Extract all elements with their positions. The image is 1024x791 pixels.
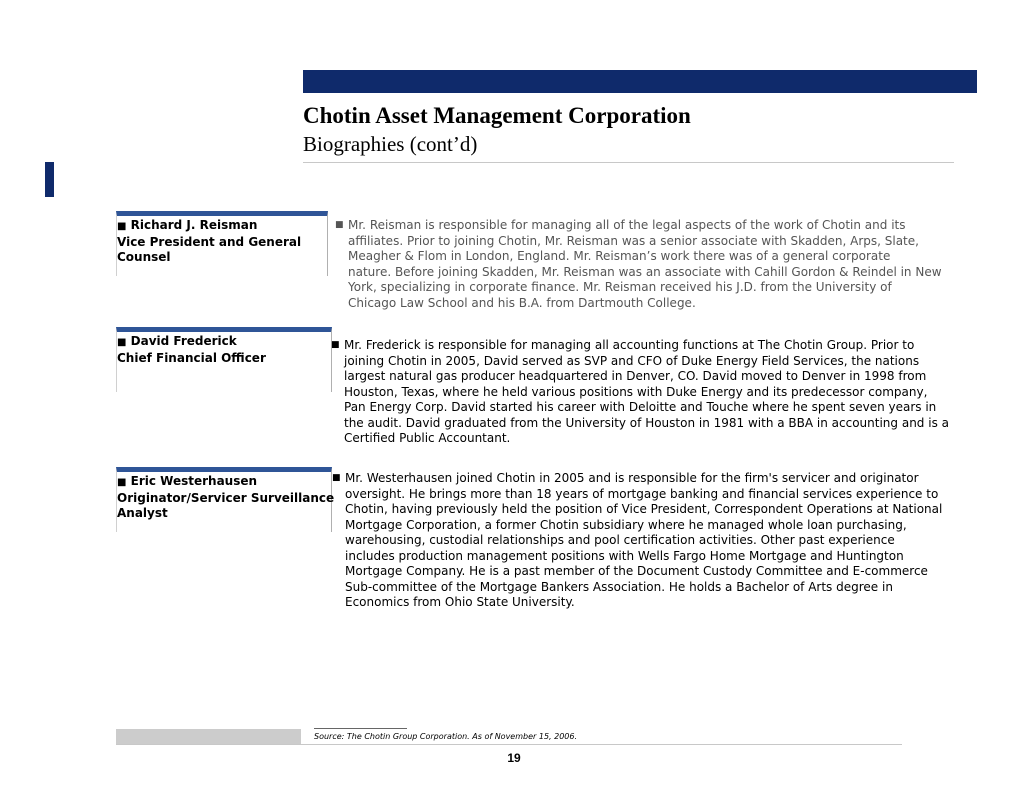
bullet-icon: ■ [335, 220, 344, 230]
bio-line: Mr. Frederick is responsible for managing all accounting functions at The Chotin Group. Prior to [344, 338, 915, 352]
bio-line: Mr. Westerhausen joined Chotin in 2005 and is responsible for the firm's servicer and originator [345, 471, 919, 485]
title-divider [303, 162, 954, 163]
footnote-rule [314, 728, 407, 729]
bio-line: joining Chotin in 2005, David served as SVP and CFO of Duke Energy Field Services, the nations [344, 353, 920, 368]
bio-line: the audit. David graduated from the University of Houston in 1981 with a BBA in accounting and is a [344, 415, 949, 430]
page-subtitle: Biographies (cont’d) [303, 132, 478, 156]
person-name: David Frederick [130, 334, 237, 348]
bio-line: nature. Before joining Skadden, Mr. Reisman was an associate with Cahill Gordon & Reindel in New [348, 264, 942, 279]
person-title: Chief Financial Officer [117, 350, 266, 365]
bio-line: Chicago Law School and his B.A. from Dartmouth College. [348, 295, 696, 310]
bio-line: warehousing, custodial relationships and pool certification activities. Other past experience [345, 533, 895, 547]
name-box-reisman [116, 211, 328, 276]
person-title: Counsel [117, 250, 171, 264]
bullet-icon: ■ [117, 337, 127, 348]
header-bar [303, 70, 977, 93]
person-title: Originator/Servicer Surveillance [117, 490, 335, 505]
person-name: Eric Westerhausen [130, 474, 258, 488]
bullet-icon: ■ [331, 340, 340, 350]
footer-divider [116, 744, 902, 745]
bio-line: Certified Public Accountant. [344, 431, 511, 445]
bio-line: Mr. Reisman is responsible for managing all of the legal aspects of the work of Chotin and its [348, 218, 906, 232]
bio-line: York, specializing in corporate finance. Mr. Reisman received his J.D. from the University of [348, 280, 892, 294]
page-number: 19 [507, 751, 521, 765]
bio-line: includes production management positions with Wells Fargo Home Mortgage and Huntington [345, 548, 904, 563]
bio-line: oversight. He brings more than 18 years of mortgage banking and financial services experience to [345, 486, 939, 501]
bio-line: affiliates. Prior to joining Chotin, Mr. Reisman was a senior associate with Skadden, Arps, Slate, [348, 233, 919, 248]
page-title: Chotin Asset Management Corporation [303, 103, 691, 128]
bio-line: Economics from Ohio State University. [345, 595, 575, 609]
bio-line: Mortgage Corporation, a former Chotin subsidiary where he managed whole loan purchasing, [345, 517, 907, 532]
name-box-westerhausen [116, 467, 335, 532]
footer-grey-bar [116, 729, 301, 744]
person-name: Richard J. Reisman [130, 218, 258, 232]
bullet-icon: ■ [117, 477, 127, 488]
bio-line: largest natural gas producer headquartered in Denver, CO. David moved to Denver in 1998 from [344, 369, 927, 383]
source-note: Source: The Chotin Group Corporation. As of November 15, 2006. [314, 732, 578, 741]
bio-frederick [331, 338, 949, 447]
person-title: Analyst [117, 506, 168, 520]
bullet-icon: ■ [117, 221, 127, 232]
person-title: Vice President and General [117, 234, 302, 249]
bio-line: Sub-committee of the Mortgage Bankers Association. He holds a Bachelor of Arts degree in [345, 579, 893, 594]
bio-line: Meagher & Flom in London, England. Mr. Reisman’s work there was of a general corporate [348, 249, 891, 263]
left-tab-marker [45, 162, 54, 197]
bullet-icon: ■ [332, 473, 341, 483]
bio-reisman [335, 218, 942, 311]
bio-line: Houston, Texas, where he held various positions with Duke Energy and its predecessor company, [344, 384, 928, 399]
bio-line: Mortgage Company. He is a past member of the Document Custody Committee and E-commerce [345, 564, 928, 578]
bio-line: Chotin, having previously held the position of Vice President, Correspondent Operations at National [345, 502, 943, 516]
bio-westerhausen [332, 471, 942, 611]
bio-line: Pan Energy Corp. David started his career with Deloitte and Touche where he spent seven years in [344, 400, 937, 414]
name-box-frederick [116, 327, 332, 392]
